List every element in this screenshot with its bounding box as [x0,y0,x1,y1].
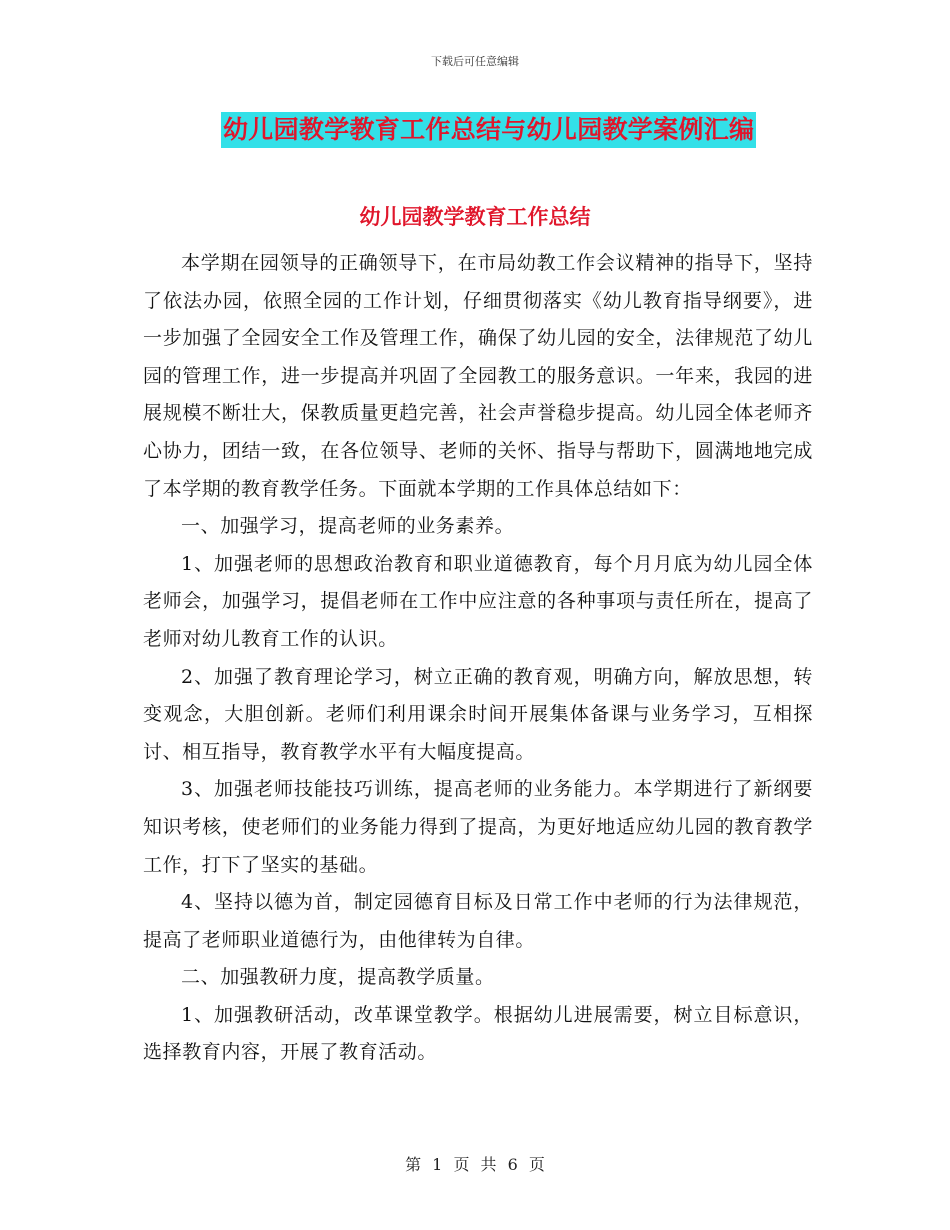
section-title: 幼儿园教学教育工作总结 [359,205,591,229]
item-paragraph: 3、加强老师技能技巧训练，提高老师的业务能力。本学期进行了新纲要知识考核，使老师们的业务能力得到了提高，为更好地适应幼儿园的教育教学工作，打下了坚实的基础。 [143,778,813,876]
header-note: 下载后可任意编辑 [431,55,519,68]
item-paragraph: 1、加强老师的思想政治教育和职业道德教育，每个月月底为幼儿园全体老师会，加强学习，提倡老师在工作中应注意的各种事项与责任所在，提高了老师对幼儿教育工作的认识。 [143,552,813,650]
item-paragraph: 2、加强了教育理论学习，树立正确的教育观，明确方向，解放思想，转变观念，大胆创新。老师们利用课余时间开展集体备课与业务学习，互相探讨、相互指导，教育教学水平有大幅度提高。 [143,665,813,763]
main-title-wrap [221,112,756,148]
heading-one: 一、加强学习，提高老师的业务素养。 [181,515,515,538]
page-footer: 第 1 页 共 6 页 [405,1155,545,1174]
document-body [143,245,813,1072]
heading-two: 二、加强教研力度，提高教学质量。 [181,966,495,989]
intro-paragraph: 本学期在园领导的正确领导下，在市局幼教工作会议精神的指导下，坚持了依法办园，依照全园的工作计划，仔细贯彻落实《幼儿教育指导纲要》，进一步加强了全园安全工作及管理工作，确保了幼儿园的安全，法律规范了幼儿园的管理工作，进一步提高并巩固了全园教工的服务意识。一年来，我园的进展规模不断壮大，保教质量更趋完善，社会声誉稳步提高。幼儿园全体老师齐心协力，团结一致，在各位领导、老师的关怀、指导与帮助下，圆满地地完成了本学期的教育教学任务。下面就本学期的工作具体总结如下： [143,252,813,500]
item-paragraph: 4、坚持以德为首，制定园德育目标及日常工作中老师的行为法律规范，提高了老师职业道德行为，由他律转为自律。 [143,891,813,951]
main-title: 幼儿园教学教育工作总结与幼儿园教学案例汇编 [221,112,756,148]
item-paragraph: 1、加强教研活动，改革课堂教学。根据幼儿进展需要，树立目标意识，选择教育内容，开展了教育活动。 [143,1003,813,1064]
